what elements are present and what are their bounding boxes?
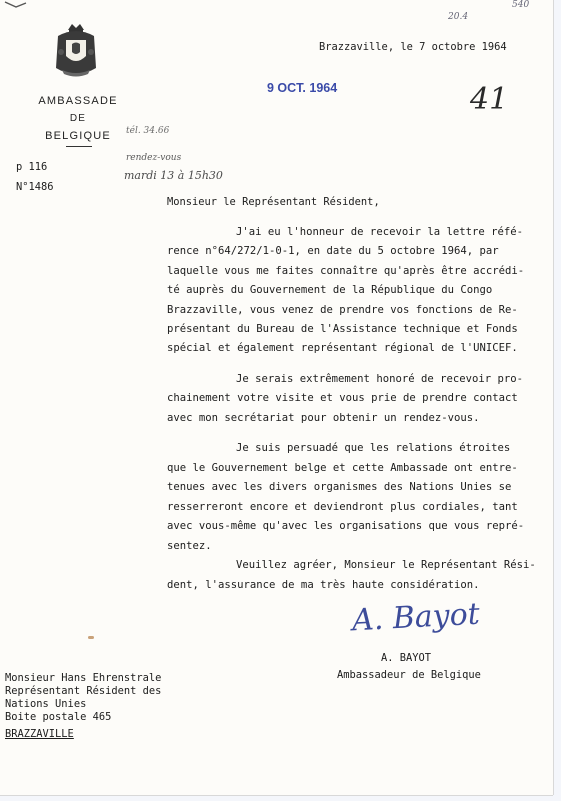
body-line: avec vous-même qu'avec les organisations que vous repré-	[167, 520, 525, 532]
handwritten-signature: A. Bayot	[351, 596, 481, 639]
recipient-line: Boite postale 465	[5, 711, 112, 723]
corner-tick-mark	[4, 0, 28, 14]
reference-p: p 116	[16, 161, 48, 173]
body-line: dent, l'assurance de ma très haute considération.	[167, 579, 480, 591]
body-line: laquelle vous me faites connaître qu'après être accrédi-	[167, 265, 525, 277]
body-line: avec mon secrétariat pour obtenir un rendez-vous.	[167, 412, 480, 424]
letterhead-underline	[66, 146, 92, 147]
body-line: rence n°64/272/1-0-1, en date du 5 octobre 1964, par	[167, 245, 499, 257]
reference-n: N°1486	[16, 181, 54, 193]
recipient-city: BRAZZAVILLE	[5, 728, 74, 740]
recipient-line: Nations Unies	[5, 698, 87, 710]
body-line: Brazzaville, vous venez de prendre vos fonctions de Re-	[167, 304, 518, 316]
annotation-rendezvous: rendez-vous	[126, 153, 182, 163]
letterhead-line-2: DE	[69, 113, 87, 124]
body-line: té auprès du Gouvernement de la République du Congo	[167, 284, 493, 296]
body-line: Veuillez agréer, Monsieur le Représentant Rési-	[236, 559, 536, 571]
body-line: tenues avec les divers organismes des Nations Unies se	[167, 481, 512, 493]
body-line: sentez.	[167, 540, 212, 552]
letterhead-line-1: AMBASSADE	[38, 95, 118, 107]
letterhead-line-3: BELGIQUE	[45, 130, 111, 142]
paper-mark	[88, 636, 94, 639]
signer-name: A. BAYOT	[381, 652, 432, 664]
annotation-top-ref: 20.4	[448, 12, 469, 22]
body-line: Je suis persuadé que les relations étroites	[236, 442, 511, 454]
body-line: chainement votre visite et vous prie de prendre contact	[167, 392, 518, 404]
body-line: Je serais extrêmement honoré de recevoir pro-	[236, 373, 524, 385]
body-line: spécial et également représentant régional de l'UNICEF.	[167, 342, 518, 354]
salutation: Monsieur le Représentant Résident,	[167, 196, 380, 208]
annotation-rendezvous-date: mardi 13 à 15h30	[124, 169, 223, 182]
recipient-line: Représentant Résident des	[5, 685, 162, 697]
body-line: présentant du Bureau de l'Assistance technique et Fonds	[167, 323, 518, 335]
annotation-corner: 540	[512, 0, 530, 10]
body-line: resserreront encore et deviendront plus cordiales, tant	[167, 501, 518, 513]
annotation-tel: tél. 34.66	[126, 126, 170, 136]
signer-title: Ambassadeur de Belgique	[337, 669, 481, 681]
annotation-number: 41	[470, 82, 509, 117]
received-date-stamp: 9 OCT. 1964	[267, 81, 338, 95]
body-line: que le Gouvernement belge et cette Ambassade ont entre-	[167, 462, 518, 474]
body-line: J'ai eu l'honneur de recevoir la lettre réfé-	[236, 226, 524, 238]
place-and-date: Brazzaville, le 7 octobre 1964	[319, 41, 507, 53]
recipient-line: Monsieur Hans Ehrenstrale	[5, 672, 162, 684]
coat-of-arms-emblem	[52, 22, 100, 82]
